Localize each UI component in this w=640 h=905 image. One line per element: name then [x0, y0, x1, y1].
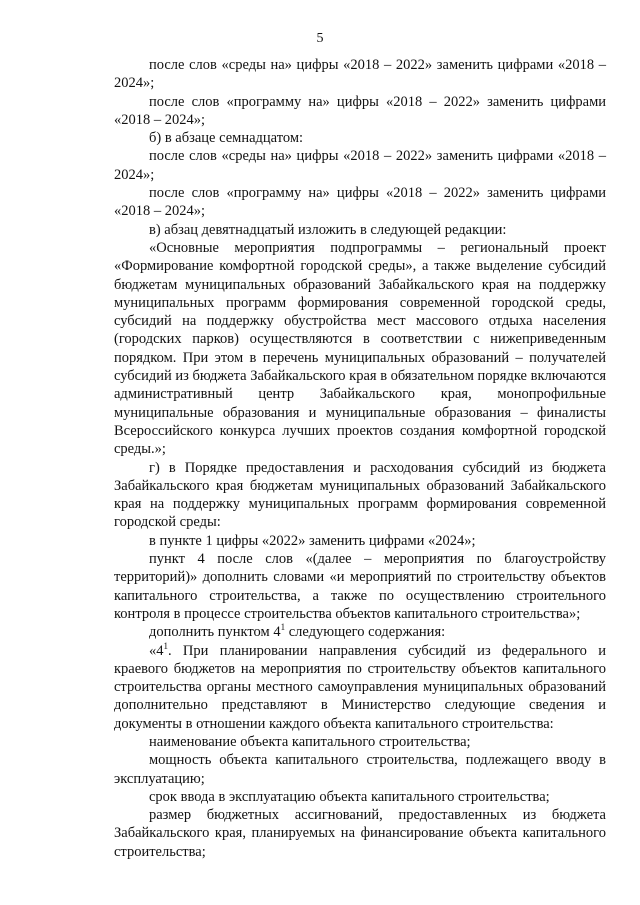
paragraph-text: следующего содержания: [285, 624, 446, 641]
paragraph: размер бюджетных ассигнований, предоставленных из бюджета Забайкальского края, планируемых на финансирование объекта капитального строительства; [114, 807, 606, 860]
paragraph: «Основные мероприятия подпрограммы – региональный проект «Формирование комфортной городской среды», а также выделение субсидий бюджетам муниципальных образований Забайкальского края на поддержку муниципальных программ формирования современной городской среды, субсидий на поддержку обустройства мест массового отдыха населения (городских парков) осуществляются в соответствии с нижеприведенным порядком. При этом в перечень муниципальных образований – получателей субсидий из бюджета Забайкальского края в обязательном порядке включаются административный центр Забайкальского края, монопрофильные муниципальные образования и муниципальные образования – финалисты Всероссийского конкурса лучших проектов создания комфортной городской среды.»; [114, 239, 606, 458]
paragraph: г) в Порядке предоставления и расходования субсидий из бюджета Забайкальского края бюджетам муниципальных образований Забайкальского края на поддержку муниципальных программ формирования современной городской среды: [114, 459, 606, 531]
paragraph-text: дополнить пунктом 4 [149, 624, 281, 641]
paragraph: в) абзац девятнадцатый изложить в следующей редакции: [149, 221, 507, 238]
paragraph: после слов «программу на» цифры «2018 – 2022» заменить цифрами «2018 – 2024»; [114, 93, 606, 128]
superscript: 1 [163, 640, 168, 651]
paragraph: после слов «программу на» цифры «2018 – 2022» заменить цифрами «2018 – 2024»; [114, 185, 606, 220]
paragraph: после слов «среды на» цифры «2018 – 2022» заменить цифрами «2018 – 2024»; [114, 148, 606, 183]
page-number: 5 [316, 31, 324, 46]
paragraph-text: . При планировании направления субсидий из федерального и краевого бюджетов на мероприятия по строительству объектов капитального строительства органы местного самоуправления муниципальных образований дополнительно представляют в Министерство следующие сведения и документы в отношении каждого объекта капитального строительства: [114, 642, 606, 732]
paragraph: после слов «среды на» цифры «2018 – 2022» заменить цифрами «2018 – 2024»; [114, 57, 606, 92]
paragraph: срок ввода в эксплуатацию объекта капитального строительства; [149, 788, 550, 805]
document-body [114, 56, 606, 861]
paragraph [114, 642, 606, 733]
paragraph: наименование объекта капитального строительства; [149, 733, 471, 750]
paragraph: мощность объекта капитального строительства, подлежащего вводу в эксплуатацию; [114, 752, 606, 787]
paragraph: пункт 4 после слов «(далее – мероприятия по благоустройству территорий)» дополнить словами «и мероприятий по строительству объектов капитального строительства, а также по осуществлению строительного контроля в процессе строительства объектов капитального строительства»; [114, 551, 606, 622]
paragraph: в пункте 1 цифры «2022» заменить цифрами «2024»; [149, 532, 476, 549]
paragraph-text: «4 [149, 642, 164, 659]
superscript: 1 [280, 622, 286, 633]
paragraph [114, 623, 606, 641]
paragraph: б) в абзаце семнадцатом: [149, 130, 304, 147]
